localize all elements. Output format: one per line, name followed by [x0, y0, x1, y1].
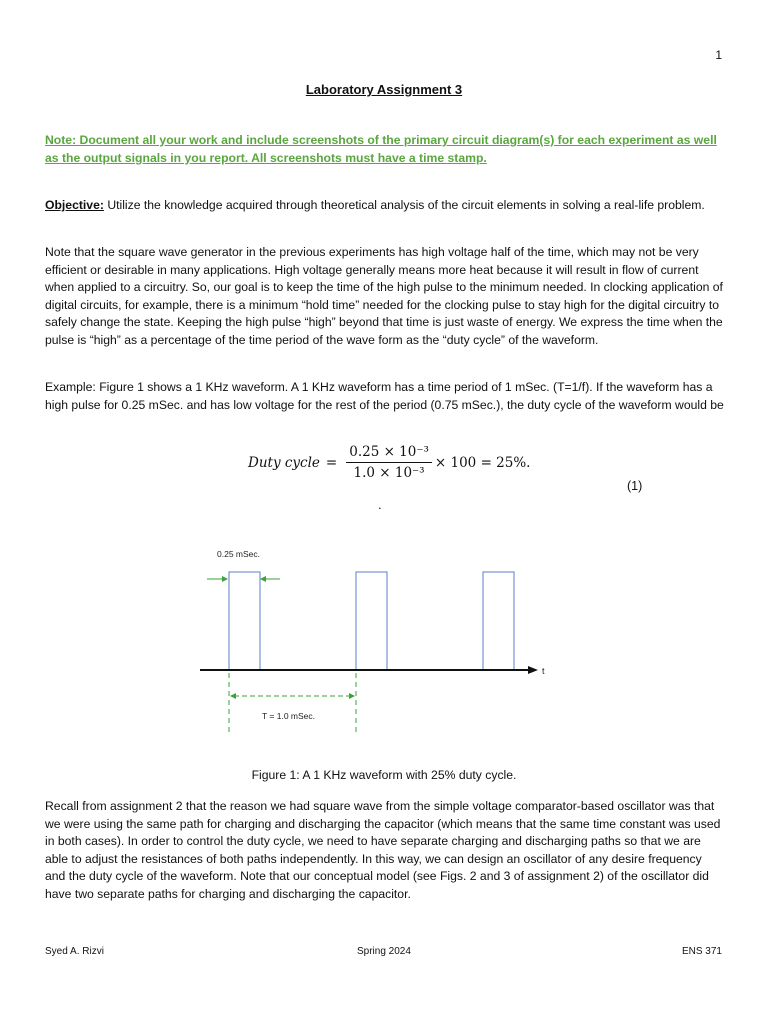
equation-denominator: 1.0 × 10⁻³: [353, 465, 425, 481]
waveform-figure: [190, 535, 560, 745]
time-axis-arrowhead: [528, 666, 538, 674]
pulse-width-arrowhead-left: [222, 576, 228, 582]
equation-numerator: 0.25 × 10⁻³: [346, 444, 432, 463]
period-arrowhead-left: [230, 693, 236, 699]
pulse-3: [483, 572, 514, 670]
example-paragraph: Example: Figure 1 shows a 1 KHz waveform. A 1 KHz waveform has a time period of 1 mSec. (T=1/f). If the waveform has a high pulse for 0.25 mSec. and has low voltage for the rest of the period (0.75 mSec.), the duty cycle of the waveform would be: [45, 380, 724, 412]
equation-lhs: Duty cycle: [248, 454, 320, 471]
objective-text: Utilize the knowledge acquired through theoretical analysis of the circuit elements in solving a real-life problem.: [103, 198, 705, 212]
equation-number: (1): [627, 479, 643, 493]
pulse-2: [356, 572, 387, 670]
pulse-width-arrowhead-right: [260, 576, 266, 582]
footer-course: ENS 371: [681, 946, 722, 957]
footer-term: Spring 2024: [357, 946, 411, 957]
objective-label: Objective:: [45, 198, 104, 212]
page-title: Laboratory Assignment 3: [305, 82, 463, 97]
page-number: 1: [715, 48, 722, 62]
equation-rhs: × 100 = 25%.: [434, 454, 531, 471]
equation-equals: =: [325, 454, 338, 471]
objective-paragraph: [45, 197, 725, 215]
pulse-1: [229, 572, 260, 670]
equation-fraction: [346, 444, 432, 481]
period-arrowhead-right: [349, 693, 355, 699]
duty-cycle-paragraph: Note that the square wave generator in the previous experiments has high voltage half of the time, which may not be very efficient or desirable in many applications. High voltage generally means more heat because it will result in flow of current when applied to a circuitry. So, our goal is to keep the time of the high pulse to the minimum needed. In clocking application of digital circuits, for example, there is a minimum “hold time” needed for the clocking pulse to stay high for the digital circuitry to safely change the state. Keeping the high pulse “high” beyond that time is just waste of energy. We express the time when the pulse is “high” as a percentage of the time period of the wave form as the “duty cycle” of the waveform.: [45, 245, 723, 347]
equation-trailing-dot: .: [378, 497, 382, 512]
duty-cycle-equation: [248, 444, 530, 481]
footer-author: Syed A. Rizvi: [45, 946, 104, 957]
time-axis-label: t: [542, 666, 545, 676]
figure-caption: Figure 1: A 1 KHz waveform with 25% duty cycle.: [251, 768, 517, 782]
period-label: T = 1.0 mSec.: [262, 711, 315, 721]
recall-paragraph: Recall from assignment 2 that the reason we had square wave from the simple voltage comparator-based oscillator was that we were using the same path for charging and discharging the capacitor (which means that the same time constant was used in both cases). In order to control the duty cycle, we need to have separate charging and discharging paths so that we are able to adjust the resistances of both paths independently. In this way, we can design an oscillator of any desire frequency and the duty cycle of the waveform. Note that our conceptual model (see Figs. 2 and 3 of assignment 2) of the oscillator did have two separate paths for charging and discharging the capacitor.: [45, 799, 721, 901]
pulse-width-label: 0.25 mSec.: [217, 549, 260, 559]
note-text: Note: Document all your work and include screenshots of the primary circuit diagram(s) for each experiment as well as the output signals in you report. All screenshots must have a time stamp.: [45, 133, 717, 165]
